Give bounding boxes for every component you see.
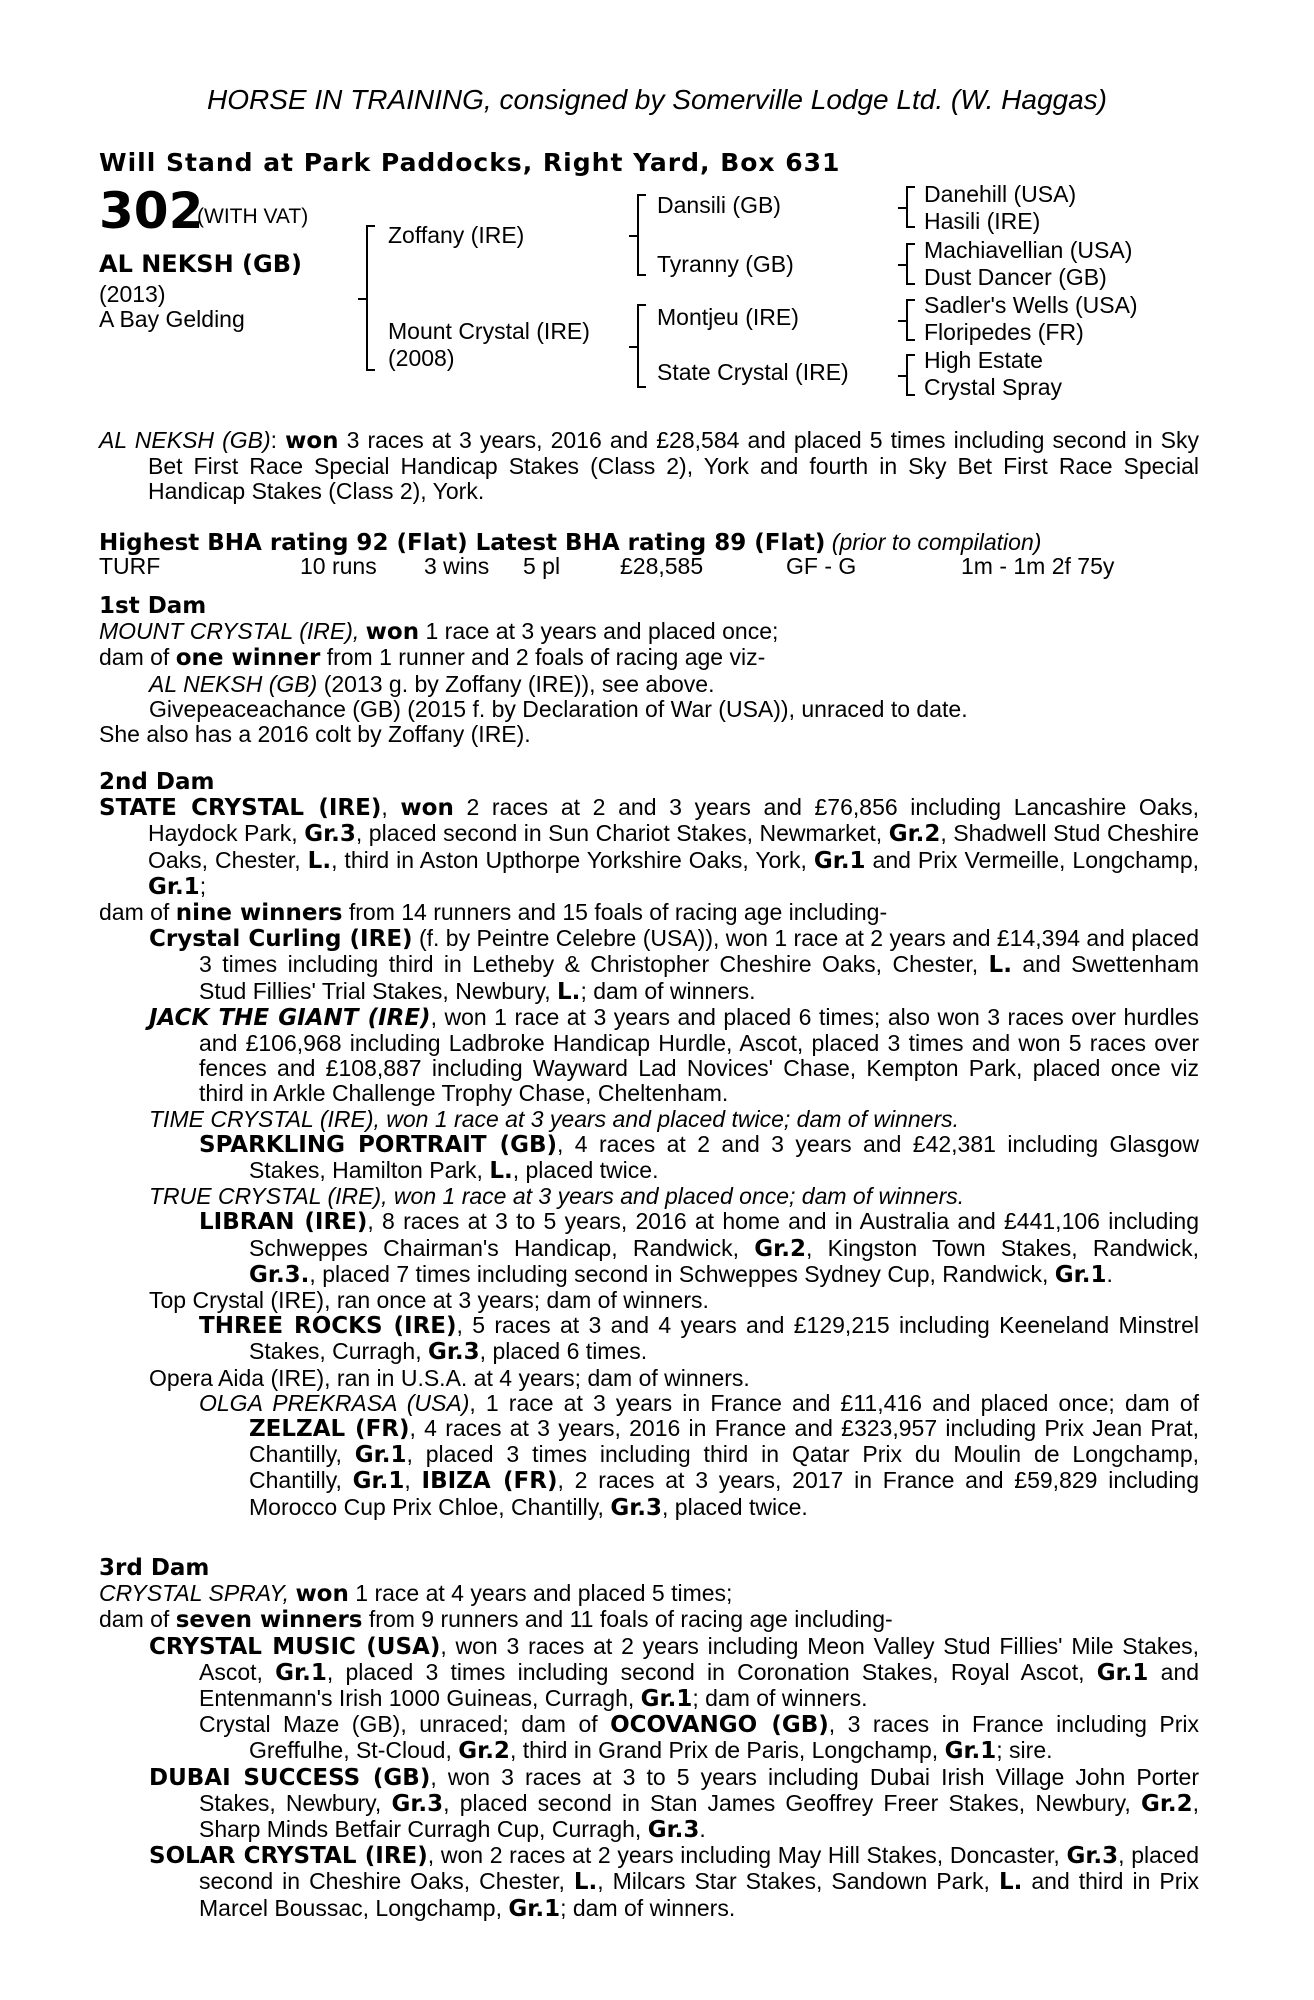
pedigree-dam-sire: Montjeu (IRE) <box>657 304 799 330</box>
pedigree-dam-dam: State Crystal (IRE) <box>657 359 849 385</box>
text: , placed 3 times including second in Coronation Stakes, Royal Ascot, <box>326 1658 1085 1685</box>
text: , 5 races at 3 and 4 years and £129,215 including Keeneland Minstrel Stakes, Curragh, <box>249 1312 1199 1365</box>
progeny-name: DUBAI SUCCESS (GB) <box>149 1764 431 1791</box>
progeny-line: Givepeaceachance (GB) (2015 f. by Declaration of War (USA)), unraced to date. <box>149 695 968 722</box>
progeny-line: Opera Aida (IRE), ran in U.S.A. at 4 years; dam of winners. <box>149 1364 750 1391</box>
text: dam of <box>99 1606 170 1633</box>
text: from 1 runner and 2 foals of racing age viz- <box>326 644 766 671</box>
rating-placed: 5 pl <box>523 553 561 579</box>
pedigree-sire-sire: Dansili (GB) <box>657 192 781 218</box>
pedigree-sire: Zoffany (IRE) <box>388 222 525 248</box>
progeny-name: AL NEKSH (GB) <box>149 670 318 697</box>
second-dam-name: STATE CRYSTAL (IRE) <box>99 795 382 822</box>
third-dam-name: CRYSTAL SPRAY, <box>99 1580 290 1607</box>
horse-description: A Bay Gelding <box>99 306 245 332</box>
third-dam-heading: 3rd Dam <box>99 1555 210 1581</box>
text: ; dam of winners. <box>580 977 756 1004</box>
text: . <box>699 1816 706 1843</box>
grade: L. <box>489 1158 513 1185</box>
grade: Gr.3 <box>610 1494 663 1521</box>
pedigree-brace <box>906 354 915 396</box>
grade: Gr.1 <box>508 1895 561 1922</box>
progeny-name: SPARKLING PORTRAIT (GB) <box>199 1131 557 1158</box>
pedigree-dam: Mount Crystal (IRE) <box>388 318 590 344</box>
grade: L. <box>998 1869 1023 1896</box>
text: , Milcars Star Stakes, Sandown Park, <box>597 1868 990 1895</box>
text: dam of <box>99 644 170 671</box>
text: from 9 runners and 11 foals of racing age including- <box>368 1606 893 1633</box>
pedigree-ancestor: Dust Dancer (GB) <box>924 264 1107 290</box>
grade: Gr.3 <box>1066 1843 1119 1870</box>
text: , Shadwell Stud Cheshire Oaks, Chester, <box>148 820 1199 873</box>
rating-distance: 1m - 1m 2f 75y <box>961 553 1115 579</box>
progeny-name: ZELZAL (FR) <box>249 1416 410 1443</box>
text: , placed twice. <box>662 1493 808 1520</box>
grade: Gr.2 <box>888 821 941 848</box>
pedigree-ancestor: High Estate <box>924 347 1043 373</box>
grade: Gr.2 <box>1140 1790 1193 1817</box>
pedigree-ancestor: Danehill (USA) <box>924 181 1077 207</box>
text: , won 2 races at 2 years including May Hill Stakes, Doncaster, <box>427 1842 1060 1869</box>
pedigree-sire-dam: Tyranny (GB) <box>657 251 794 277</box>
grade: L. <box>557 978 581 1005</box>
pedigree-ancestor: Floripedes (FR) <box>924 319 1084 345</box>
grade: Gr.1 <box>1054 1261 1107 1288</box>
pedigree-brace <box>906 186 915 228</box>
pedigree-ancestor: Hasili (IRE) <box>924 208 1041 234</box>
second-dam-heading: 2nd Dam <box>99 769 215 795</box>
progeny-name: OCOVANGO (GB) <box>610 1712 829 1739</box>
won-label: won <box>400 795 454 822</box>
third-dam-section <box>99 1556 1199 1922</box>
text: ; dam of winners. <box>560 1894 736 1921</box>
pedigree-ancestor: Crystal Spray <box>924 374 1063 400</box>
progeny-name: JACK THE GIANT (IRE) <box>149 1004 431 1031</box>
stand-location: Will Stand at Park Paddocks, Right Yard, Box 631 <box>99 148 841 177</box>
pedigree-brace <box>906 243 915 285</box>
progeny-note: She also has a 2016 colt by Zoffany (IRE). <box>99 721 531 748</box>
grade: Gr.2 <box>754 1235 806 1262</box>
grade: Gr.1 <box>944 1738 997 1765</box>
winners-count: nine winners <box>175 900 343 927</box>
grade: Gr.1 <box>275 1659 327 1686</box>
grade: Gr.1 <box>813 847 866 874</box>
text: , Sharp Minds Betfair Curragh Cup, Curragh, <box>199 1789 1200 1843</box>
text: , 4 races at 2 and 3 years and £42,381 including Glasgow Stakes, Hamilton Park, <box>249 1130 1200 1184</box>
pedigree-brace <box>906 299 915 341</box>
grade: Gr.3 <box>391 1790 444 1817</box>
progeny-line: TIME CRYSTAL (IRE), won 1 race at 3 years and placed twice; dam of winners. <box>149 1105 960 1132</box>
summary-horse-name: AL NEKSH (GB) <box>99 427 271 453</box>
text: , won 3 races at 3 to 5 years including Dubai Irish Village John Porter Stakes, Newbury, <box>199 1763 1199 1816</box>
text: (2013 g. by Zoffany (IRE)), see above. <box>323 670 715 697</box>
text: 1 race at 4 years and placed 5 times; <box>355 1580 733 1607</box>
progeny-name: Crystal Curling (IRE) <box>149 926 413 953</box>
pedigree-brace <box>637 194 646 276</box>
text: 1 race at 3 years and placed once; <box>425 618 779 645</box>
second-dam-section: 2nd Dam STATE CRYSTAL (IRE), won 2 races at 2 and 3 years and £76,856 including Lancashire Oaks, Haydock Park, Gr.3, placed second in Sun Chariot Stakes, Newmarket, Gr.2, Shadwell Stud Cheshire Oaks, Chester, L., third in Aston Upthorpe Yorkshire Oaks, York, Gr.1 and Prix Vermeille, Longchamp, Gr.1; dam of nine winners from 14 runners and 15 foals of racing age including- Crystal Curling (IRE) (f. by Peintre Celebre (USA)), won 1 race at 2 years and £14,394 and placed 3 times including third in Letheby & Christopher Cheshire Oaks, Chester, L. and Swettenham Stud Fillies' Trial Stakes, Newbury, L.; dam of winners. JACK THE GIANT (IRE), won 1 race at 3 years and placed 6 times; also won 3 races over hurdles and £106,968 including Ladbroke Handicap Hurdle, Ascot, placed 3 times and won 5 races over fences and £108,887 including Wayward Lad Novices' Chase, Kempton Park, placed once viz third in Arkle Challenge Trophy Chase, Cheltenham. TIME CRYSTAL (IRE), won 1 race at 3 years and placed twice; dam of winners. SPARKLING PORTRAIT (GB), 4 races at 2 and 3 years and £42,381 including Glasgow Stakes, Hamilton Park, L., placed twice. TRUE CRYSTAL (IRE), won 1 race at 3 years and placed once; dam of winners. LIBRAN (IRE), 8 races at 3 to 5 years, 2016 at home and in Australia and £441,106 including Schweppes Chairman's Handicap, Randwick, Gr.2, Kingston Town Stakes, Randwick, Gr.3., placed 7 times including second in Schweppes Sydney Cup, Randwick, Gr.1. Top Crystal (IRE), ran once at 3 years; dam of winners. THREE ROCKS (IRE), 5 races at 3 and 4 years and £129,215 including Keeneland Minstrel Stakes, Curragh, Gr.3, placed 6 times. Opera Aida (IRE), ran in U.S.A. at 4 years; dam of winners. OLGA PREKRASA (USA), 1 race at 3 years in France and £11,416 and placed once; dam of ZELZAL (FR), 4 races at 3 years, 2016 in France and £323,957 including Prix Jean Prat, Chantilly, Gr.1, placed 3 times including third in Qatar Prix du Moulin de Longchamp, Chantilly, Gr.1, IBIZA (FR), 2 races at 3 years, 2017 in France and £59,829 including Morocco Cup Prix Chloe, Chantilly, Gr.3, placed twice. <box>99 769 1200 1521</box>
text: , placed second in Cheshire Oaks, Chester, <box>199 1842 1200 1895</box>
ratings-headline: Highest BHA rating 92 (Flat) Latest BHA rating 89 (Flat) <box>99 530 826 556</box>
text: , third in Grand Prix de Paris, Longchamp, <box>509 1737 939 1764</box>
text: , 4 races at 3 years, 2016 in France and £323,957 including Prix Jean Prat, Chantilly, <box>249 1415 1199 1468</box>
progeny-name: CRYSTAL MUSIC (USA) <box>149 1633 441 1660</box>
grade: Gr.1 <box>354 1442 407 1469</box>
grade: Gr.1 <box>352 1468 405 1495</box>
first-dam-name: MOUNT CRYSTAL (IRE), <box>99 618 360 645</box>
lot-number: 302 <box>99 182 204 240</box>
text: and third in Prix Marcel Boussac, Longchamp, <box>199 1868 1199 1921</box>
text: . <box>1106 1260 1113 1287</box>
text: (f. by Peintre Celebre (USA)), won 1 race at 2 years and £14,394 and placed 3 times including third in Letheby & Christopher Cheshire Oaks, Chester, <box>199 925 1199 978</box>
text: , placed second in Stan James Geoffrey Freer Stakes, Newbury, <box>443 1789 1131 1816</box>
grade: Gr.3 <box>304 821 356 848</box>
horse-year: (2013) <box>99 281 166 307</box>
vat-note: (WITH VAT) <box>197 205 309 228</box>
winners-count: seven winners <box>175 1607 363 1634</box>
won-label: won <box>285 428 339 454</box>
text: ; dam of winners. <box>692 1685 868 1712</box>
grade: Gr.1 <box>640 1686 693 1713</box>
progeny-name: IBIZA (FR) <box>421 1468 558 1495</box>
pedigree-dam-year: (2008) <box>388 345 455 371</box>
first-dam-section <box>99 594 1199 747</box>
progeny-line: TRUE CRYSTAL (IRE), won 1 race at 3 years and placed once; dam of winners. <box>149 1183 965 1210</box>
grade: L. <box>573 1869 598 1896</box>
rating-surface: TURF <box>99 553 161 579</box>
text: ; <box>199 872 207 899</box>
progeny-name: LIBRAN (IRE) <box>199 1209 368 1236</box>
text: dam of <box>99 899 170 926</box>
text: 2 races at 2 and 3 years and £76,856 including Lancashire Oaks, Haydock Park, <box>148 794 1199 847</box>
text: and Prix Vermeille, Longchamp, <box>872 846 1199 873</box>
first-dam-heading: 1st Dam <box>99 593 207 619</box>
grade: Gr.2 <box>458 1738 510 1765</box>
pedigree-ancestor: Machiavellian (USA) <box>924 237 1133 263</box>
text: , 1 race at 3 years in France and £11,416 and placed once; dam of <box>469 1389 1199 1416</box>
text: ; sire. <box>996 1737 1053 1764</box>
race-summary: AL NEKSH (GB): won 3 races at 3 years, 2016 and £28,584 and placed 5 times including second in Sky Bet First Race Special Handicap Stakes (Class 2), York and fourth in Sky Bet First Race Special Handicap Stakes (Class 2), York. <box>99 427 1200 505</box>
rating-prize: £28,585 <box>620 553 704 579</box>
text: , 3 races in France including Prix Greffulhe, St-Cloud, <box>249 1711 1200 1764</box>
pedigree-ancestor: Sadler's Wells (USA) <box>924 292 1138 318</box>
winners-count: one winner <box>175 645 321 672</box>
won-label: won <box>365 619 420 646</box>
grade: Gr.3 <box>647 1817 700 1844</box>
text: , 8 races at 3 to 5 years, 2016 at home and in Australia and £441,106 including Schweppes Chairman's Handicap, Randwick, <box>249 1208 1199 1261</box>
grade: Gr.1 <box>1096 1659 1149 1686</box>
progeny-name: SOLAR CRYSTAL (IRE) <box>149 1843 428 1870</box>
pedigree-brace <box>366 225 375 371</box>
progeny-line: Top Crystal (IRE), ran once at 3 years; dam of winners. <box>149 1287 709 1314</box>
text: , <box>404 1467 411 1494</box>
horse-name: AL NEKSH (GB) <box>99 250 302 278</box>
grade: Gr.3. <box>249 1261 310 1288</box>
text: , placed 3 times including third in Qatar Prix du Moulin de Longchamp, Chantilly, <box>249 1441 1200 1494</box>
text: , placed 6 times. <box>479 1338 648 1365</box>
grade: L. <box>307 847 332 874</box>
rating-wins: 3 wins <box>424 553 490 579</box>
summary-text: 3 races at 3 years, 2016 and £28,584 and placed 5 times including second in Sky Bet First Race Special Handicap Stakes (Class 2), York and fourth in Sky Bet First Race Special Handicap Stakes (Class 2), York. <box>148 427 1200 505</box>
text: , 2 races at 3 years, 2017 in France and £59,829 including Morocco Cup Prix Chloe, Chantilly, <box>249 1467 1200 1520</box>
text: and Swettenham Stud Fillies' Trial Stakes, Newbury, <box>199 951 1200 1004</box>
won-label: won <box>295 1581 349 1608</box>
text: , won 3 races at 2 years including Meon Valley Stud Fillies' Mile Stakes, Ascot, <box>199 1632 1199 1685</box>
text: , placed twice. <box>512 1157 659 1184</box>
text: from 14 runners and 15 foals of racing age including- <box>348 899 888 926</box>
grade: Gr.1 <box>148 873 200 900</box>
rating-runs: 10 runs <box>300 553 377 579</box>
grade: L. <box>988 952 1012 979</box>
text: , Kingston Town Stakes, Randwick, <box>805 1234 1200 1261</box>
text: , third in Aston Upthorpe Yorkshire Oaks, York, <box>331 846 807 873</box>
rating-going: GF - G <box>786 553 857 579</box>
text: , placed 7 times including second in Schweppes Sydney Cup, Randwick, <box>309 1260 1049 1287</box>
progeny-name: OLGA PREKRASA (USA) <box>199 1389 470 1416</box>
text: , placed second in Sun Chariot Stakes, Newmarket, <box>355 820 883 847</box>
text: Crystal Maze (GB), unraced; dam of <box>199 1711 598 1738</box>
text: and Entenmann's Irish 1000 Guineas, Curragh, <box>199 1658 1200 1712</box>
progeny-name: THREE ROCKS (IRE) <box>199 1313 457 1340</box>
page-title: HORSE IN TRAINING, consigned by Somerville Lodge Ltd. (W. Haggas) <box>207 84 1107 115</box>
grade: Gr.3 <box>427 1339 480 1366</box>
text: , won 1 race at 3 years and placed 6 times; also won 3 races over hurdles and £106,968 including Ladbroke Handicap Hurdle, Ascot, placed 3 times and won 5 races over fences and £108,887 including Wayward Lad Novices' Chase, Kempton Park, placed once viz third in Arkle Challenge Trophy Chase, Cheltenham. <box>199 1003 1199 1107</box>
ratings-note: (prior to compilation) <box>831 529 1042 555</box>
pedigree-brace <box>637 304 646 388</box>
